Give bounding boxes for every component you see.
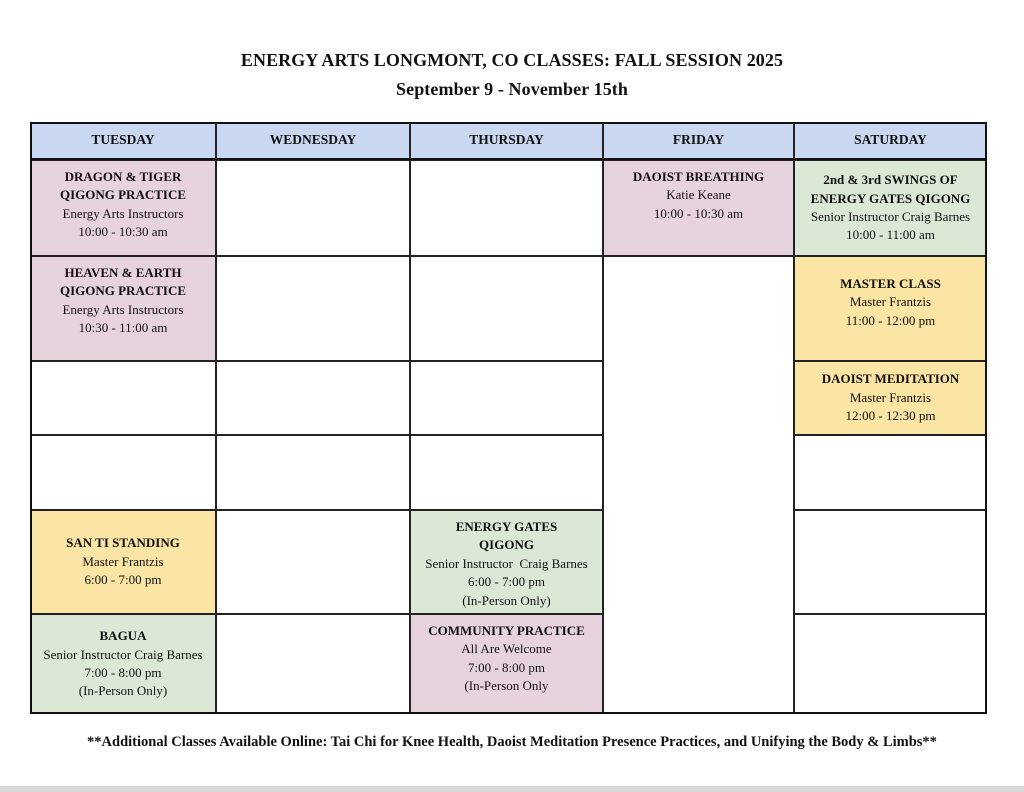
day-header-saturday: SATURDAY: [794, 122, 987, 160]
class-title: DAOIST BREATHING: [632, 169, 765, 184]
empty-slot: [794, 510, 987, 614]
class-cell-swings-energy-gates: [794, 160, 987, 256]
empty-slot: [216, 614, 410, 714]
class-title: ENERGY GATES QIGONG: [810, 190, 971, 206]
class-title: BAGUA: [99, 628, 147, 644]
page-gap: [0, 786, 1024, 792]
class-schedule-table: [30, 122, 987, 714]
class-title: SAN TI STANDING: [66, 535, 180, 551]
class-time: 10:00 - 10:30 am: [78, 224, 168, 240]
empty-slot: [30, 435, 216, 510]
class-time: 10:00 - 11:00 am: [846, 227, 935, 243]
class-title: ENERGY GATES: [455, 519, 558, 534]
class-title: QIGONG PRACTICE: [59, 283, 187, 299]
class-instructor: Senior Instructor Craig Barnes: [425, 555, 588, 571]
empty-slot: [216, 361, 410, 435]
class-cell-san-ti-standing: [30, 510, 216, 614]
session-dates: September 9 - November 15th: [396, 79, 628, 99]
empty-slot: [410, 435, 603, 510]
class-title: DAOIST MEDITATION: [821, 371, 960, 387]
empty-slot: [794, 435, 987, 510]
class-time: 10:30 - 11:00 am: [78, 320, 168, 336]
class-time: 7:00 - 8:00 pm: [468, 659, 545, 675]
class-title: 2nd & 3rd SWINGS OF: [823, 172, 958, 188]
online-classes-note: **Additional Classes Available Online: Tai Chi for Knee Health, Daoist Meditation Presence Practices, and Unifying the Body & Limbs**: [87, 734, 937, 750]
day-header-tuesday: TUESDAY: [30, 122, 216, 160]
class-time: 12:00 - 12:30 pm: [845, 408, 936, 424]
empty-slot: [216, 256, 410, 361]
day-header-wednesday: WEDNESDAY: [216, 122, 410, 160]
empty-slot: [30, 361, 216, 435]
class-instructor: Senior Instructor Craig Barnes: [43, 646, 203, 662]
class-cell-daoist-meditation: [794, 361, 987, 435]
class-title: COMMUNITY PRACTICE: [428, 623, 585, 638]
empty-slot: [603, 256, 794, 714]
class-title: MASTER CLASS: [840, 276, 941, 291]
class-instructor: Energy Arts Instructors: [62, 301, 184, 317]
empty-slot: [794, 614, 987, 714]
empty-slot: [216, 160, 410, 256]
empty-slot: [410, 256, 603, 361]
class-cell-energy-gates: [410, 510, 603, 614]
class-title: QIGONG PRACTICE: [59, 187, 187, 203]
class-time: 7:00 - 8:00 pm: [84, 665, 162, 680]
class-cell-community-practice: [410, 614, 603, 714]
class-instructor: Master Frantzis: [849, 389, 932, 405]
class-time: 10:00 - 10:30 am: [653, 205, 744, 221]
class-instructor: Katie Keane: [666, 187, 731, 203]
class-time: 11:00 - 12:00 pm: [845, 312, 936, 328]
empty-slot: [410, 361, 603, 435]
class-cell-dragon-tiger: [30, 160, 216, 256]
class-cell-master-class: [794, 256, 987, 361]
class-instructor: Energy Arts Instructors: [62, 205, 184, 221]
class-title: HEAVEN & EARTH: [64, 265, 182, 280]
empty-slot: [216, 510, 410, 614]
class-instructor: All Are Welcome: [461, 641, 552, 657]
day-header-thursday: THURSDAY: [410, 122, 603, 160]
empty-slot: [216, 435, 410, 510]
class-instructor: Senior Instructor Craig Barnes: [810, 209, 971, 224]
class-cell-bagua: [30, 614, 216, 714]
class-note: (In-Person Only): [462, 592, 551, 608]
class-note: (In-Person Only): [78, 683, 168, 699]
class-time: 6:00 - 7:00 pm: [84, 572, 162, 588]
page-title: ENERGY ARTS LONGMONT, CO CLASSES: FALL SESSION 2025: [240, 50, 784, 70]
empty-slot: [410, 160, 603, 256]
class-title: QIGONG: [479, 537, 534, 553]
class-note: (In-Person Only: [464, 678, 549, 694]
class-cell-daoist-breathing: [603, 160, 794, 256]
class-time: 6:00 - 7:00 pm: [468, 574, 545, 590]
class-instructor: Master Frantzis: [82, 553, 164, 569]
class-cell-heaven-earth: [30, 256, 216, 361]
day-header-friday: FRIDAY: [603, 122, 794, 160]
class-instructor: Master Frantzis: [849, 294, 932, 310]
class-title: DRAGON & TIGER: [64, 169, 182, 184]
